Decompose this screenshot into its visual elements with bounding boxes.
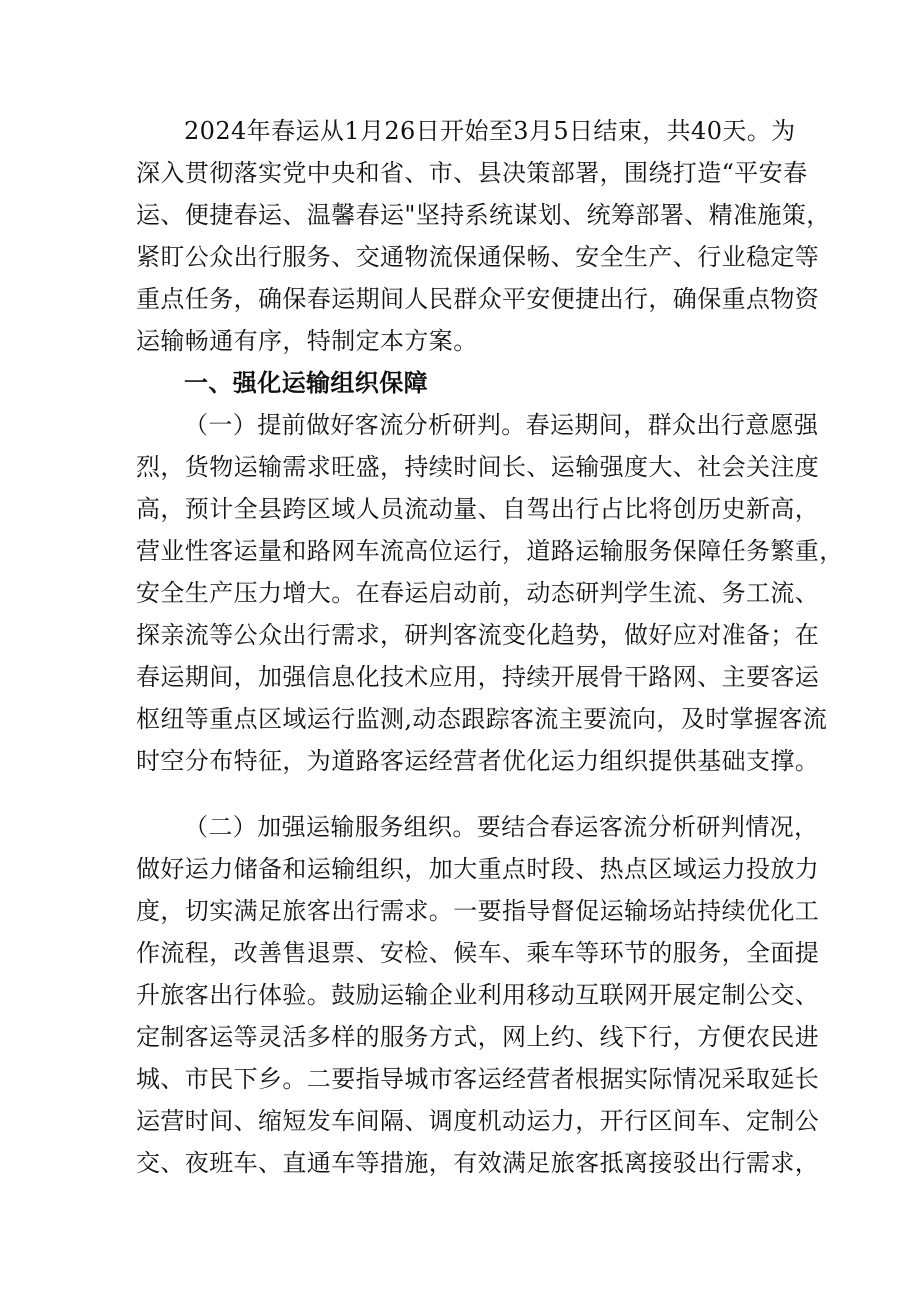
paragraph-line: 春运期间，加强信息化技术应用，持续开展骨干路网、主要客运 [136,663,820,691]
paragraph-line: （二）加强运输服务组织。要结合春运客流分析研判情况， [184,813,819,841]
paragraph-line: 安全生产压力增大。在春运启动前，动态研判学生流、务工流、 [136,579,820,607]
paragraph-line: 枢纽等重点区域运行监测,动态跟踪客流主要流向，及时掌握客流 [136,705,828,733]
paragraph-line: 高，预计全县跨区域人员流动量、自驾出行占比将创历史新高， [136,495,820,523]
paragraph-line: 交、夜班车、直通车等措施，有效满足旅客抵离接驳出行需求， [136,1149,820,1177]
paragraph-line: 时空分布特征，为道路客运经营者优化运力组织提供基础支撑。 [136,747,820,775]
paragraph-line: 城、市民下乡。二要指导城市客运经营者根据实际情况采取延长 [136,1065,820,1093]
section-heading: 一、强化运输组织保障 [184,369,428,397]
paragraph-line: 深入贯彻落实党中央和省、市、县决策部署，围绕打造“平安春 [136,159,808,187]
paragraph-line: 作流程，改善售退票、安检、候车、乘车等环节的服务，全面提 [136,939,820,967]
paragraph-line: 2024年春运从1月26日开始至3月5日结束，共40天。为 [184,117,796,145]
paragraph-line: 定制客运等灵活多样的服务方式，网上约、线下行，方便农民进 [136,1023,820,1051]
paragraph-line: 烈，货物运输需求旺盛，持续时间长、运输强度大、社会关注度 [136,453,820,481]
paragraph-line: 重点任务，确保春运期间人民群众平安便捷出行，确保重点物资 [136,285,820,313]
paragraph-line: 紧盯公众出行服务、交通物流保通保畅、安全生产、行业稳定等 [136,243,820,271]
paragraph-line: 营业性客运量和路网车流高位运行，道路运输服务保障任务繁重， [136,537,844,565]
paragraph-line: 度，切实满足旅客出行需求。一要指导督促运输场站持续优化工 [136,897,820,925]
paragraph-line: （一）提前做好客流分析研判。春运期间，群众出行意愿强 [184,411,819,439]
paragraph-line: 运、便捷春运、温馨春运"坚持系统谋划、统筹部署、精准施策， [136,201,831,229]
paragraph-line: 升旅客出行体验。鼓励运输企业利用移动互联网开展定制公交、 [136,981,820,1009]
paragraph-line: 探亲流等公众出行需求，研判客流变化趋势，做好应对准备；在 [136,621,820,649]
paragraph-line: 运输畅通有序，特制定本方案。 [136,327,478,355]
paragraph-line: 运营时间、缩短发车间隔、调度机动运力，开行区间车、定制公 [136,1107,820,1135]
paragraph-line: 做好运力储备和运输组织，加大重点时段、热点区域运力投放力 [136,855,820,883]
